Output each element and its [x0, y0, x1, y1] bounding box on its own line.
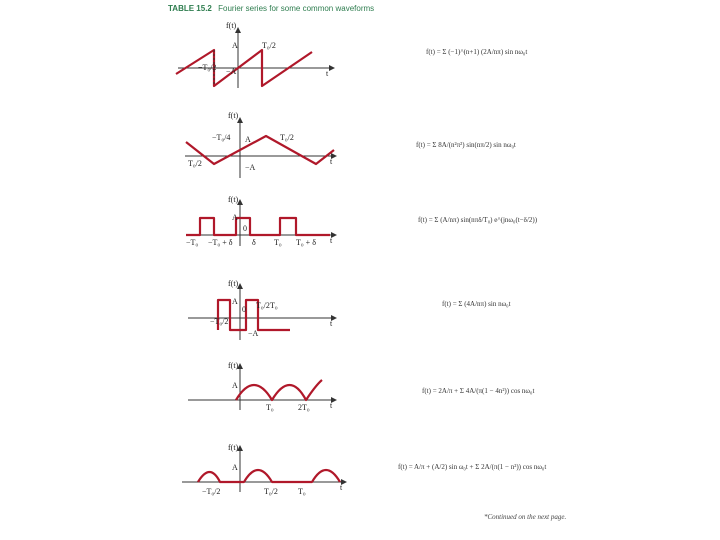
label-T0: T₀: [266, 403, 274, 412]
formula-square: f(t) = Σ (4A/nπ) sin nω₀t: [442, 300, 511, 308]
label-T0: T₀: [298, 487, 306, 496]
label-negT0-4: −T₀/4: [212, 133, 231, 142]
label-A: A: [232, 297, 238, 306]
label-p5: T₀ + δ: [296, 238, 316, 247]
y-label: f(t): [228, 443, 239, 452]
triangle-graph: [185, 111, 336, 178]
y-label: f(t): [228, 279, 239, 288]
half-wave-rectified-graph: [182, 443, 346, 496]
pulse-wave: [186, 218, 330, 235]
half-rectified-wave: [198, 470, 340, 482]
formula-sawtooth: f(t) = Σ (−1)^(n+1) (2A/nπ) sin nω₀t: [426, 48, 528, 56]
label-negT0-2: −T₀/2: [210, 317, 229, 326]
label-zero: 0: [242, 305, 246, 314]
label-A: A: [232, 463, 238, 472]
label-T0-half: T₀/2: [262, 41, 276, 50]
triangle-wave: [186, 136, 334, 164]
pulse-train-graph: [186, 195, 336, 247]
label-A: A: [232, 213, 238, 222]
label-negT0-2: −T₀/2: [202, 487, 221, 496]
label-A: A: [245, 135, 251, 144]
label-A: A: [232, 381, 238, 390]
t-label: t: [330, 157, 333, 166]
full-wave-rectified-graph: [188, 361, 336, 412]
square-wave: [218, 300, 290, 330]
label-p3: δ: [252, 238, 256, 247]
label-p4: T₀: [274, 238, 282, 247]
rectified-wave: [236, 380, 322, 400]
table-title: Fourier series for some common waveforms: [218, 4, 375, 13]
label-p2: −T₀ + δ: [208, 238, 233, 247]
label-p1: −T₀: [186, 238, 199, 247]
t-label: t: [330, 401, 333, 410]
label-T0-2b: T₀/2: [188, 159, 202, 168]
formula-full-wave: f(t) = 2A/π + Σ 4A/(π(1 − 4n²)) cos nω₀t: [422, 387, 535, 395]
label-T0-2: T₀/2: [280, 133, 294, 142]
table-number: TABLE 15.2: [168, 4, 212, 13]
y-label: f(t): [228, 111, 239, 120]
formula-half-wave: f(t) = A/π + (A/2) sin ω₀t + Σ 2A/(π(1 − n²)) cos nω₀t: [398, 463, 547, 471]
t-label: t: [330, 236, 333, 245]
footnote: *Continued on the next page.: [484, 513, 567, 521]
label-T0-2: T₀/2: [264, 487, 278, 496]
label-zero: 0: [243, 224, 247, 233]
y-label: f(t): [226, 21, 237, 30]
y-label: f(t): [228, 361, 239, 370]
t-label: t: [340, 483, 343, 492]
label-T0: T₀: [270, 301, 278, 310]
label-2T0: 2T₀: [298, 403, 310, 412]
label-A: A: [232, 41, 238, 50]
formula-triangle: f(t) = Σ 8A/(n²π²) sin(nπ/2) sin nω₀t: [416, 141, 516, 149]
label-negA: −A: [248, 329, 259, 338]
label-T0-2: T₀/2: [256, 301, 270, 310]
t-label: t: [326, 69, 329, 78]
label-negT0-half: −T₀/2: [198, 63, 217, 72]
formula-pulse: f(t) = Σ (A/nπ) sin(nπδ/T₀) e^(jnω₀(t−δ/2)): [418, 216, 538, 224]
label-negA: −A: [245, 163, 256, 172]
t-label: t: [330, 319, 333, 328]
sawtooth-graph: [176, 21, 334, 88]
y-label: f(t): [228, 195, 239, 204]
label-negA: −A: [226, 67, 237, 76]
square-wave-graph: [188, 279, 336, 340]
